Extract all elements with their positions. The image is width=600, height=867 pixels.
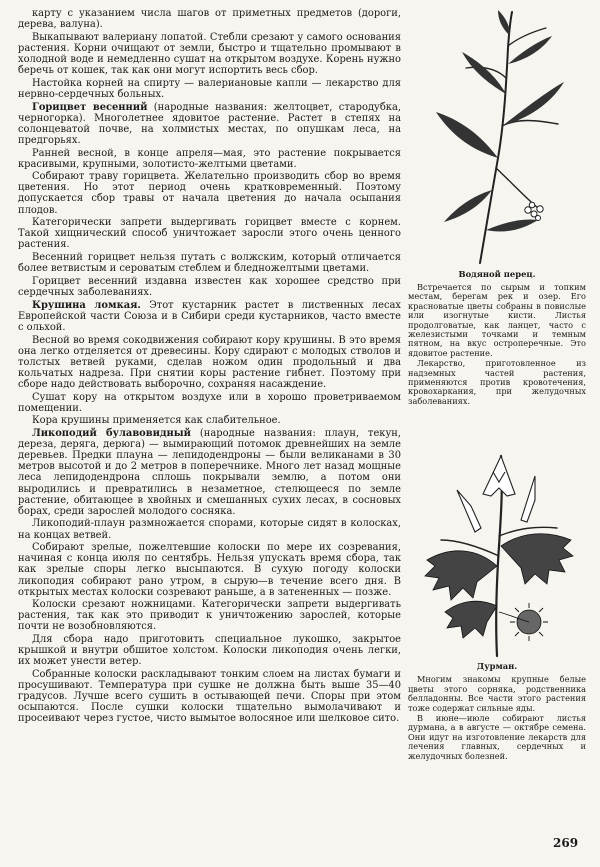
paragraph: Кора крушины применяется как слабительное. [32,415,281,427]
paragraph-text: (народные названия: плаун, текун, дереза, деряга, дерюга) — вымирающий потомок древнейших на земле деревьев. Предки плауна — лепидодендроны — были великанами в 30 метров высотой и до 2 метров в поперечнике. Много лет назад мощные леса лепидодендрона сплошь покрывали землю, а потом они выродились и превратились в незаметное, стелющееся по земле растение, обитающее в хвойных и смешанных сухих лесах, в сосновых борах, среди зарослей молодого сосняка. [18,428,401,517]
figure-caption: Дурман. [476,661,518,672]
page-number: 269 [553,836,579,850]
paragraph: Ликоподий-плаун размножается спорами, которые сидят в колосках, на концах ветвей. [18,518,401,541]
description-paragraph: Встречается по сырым и топким местам, берегам рек и озер. Его красноватые цветы собраны в повислые или изогнутые кисти. Листья продолговатые, как ланцет, часто с железистыми точками и темным пятном, на вкус остроперечные. Это ядовитое растение. [408,282,586,358]
figure-caption: Водяной перец. [458,269,536,279]
plant-name: Ликоподий булавовидный [32,428,191,440]
paragraph: Ранней весной, в конце апреля—мая, это растение покрывается красивыми, крупными, золотисто-желтыми цветами. [18,147,401,170]
paragraph: Колоски срезают ножницами. Категорически запрети выдергивать растения, так как это приводит к уничтожению зарослей, которые почти не возобновляются. [18,599,401,633]
sidebar-column [408,8,586,762]
paragraph [18,428,401,517]
paragraph: Собранные колоски раскладывают тонким слоем на листах бумаги и просушивают. Температура при сушке не должна быть выше 35—40 градусов. Лучше всего сушить в остывающей печи. Споры при этом осыпаются. После сушки колоски тщательно вымолачивают и просеивают через густое, чисто вымытое волосяное или шелковое сито. [18,669,401,725]
description-paragraph: Лекарство, приготовленное из надземных частей растения, применяются против кровотечения, кровохаркания, при желудочных заболеваниях. [408,358,586,406]
paragraph-text: (народные названия: желтоцвет, стародубка, черногорка). Многолетнее ядовитое растение. Растет в степях на солонцеватой почве, на холмистых местах, по опушкам леса, на предгорьях. [18,101,401,146]
figure-description [408,675,586,761]
paragraph [18,102,401,146]
paragraph: Горицвет весенний издавна известен как хорошее средство при сердечных заболеваниях. [18,275,401,298]
datura-illustration [417,436,577,658]
main-text-column [18,8,401,726]
description-paragraph: В июне—июле собирают листья дурмана, а в августе — октябре семена. Они идут на изготовление лекарств для лечения главных, сердечных и желудочных болезней. [408,712,586,761]
description-paragraph: Многим знакомы крупные белые цветы этого сорняка, родственника белладонны. Все части этого растения тоже содержат сильные яды. [408,674,586,713]
paragraph: Собирают зрелые, пожелтевшие колоски по мере их созревания, начиная с конца июля по сентябрь. Нельзя упускать время сбора, так как зрелые споры легко высыпаются. В сухую погоду колоски ликоподия собирают рано утром, в сырую—в течение всего дня. В открытых местах колоски созревают раньше, а в затененных — позже. [18,542,401,598]
plant-name: Горицвет весенний [32,101,148,113]
figure-description [408,283,586,406]
paragraph: Категорически запрети выдергивать горицвет вместе с корнем. Такой хищнический способ уничтожает заросли этого очень ценного растения. [18,217,401,251]
paragraph: Весенний горицвет нельзя путать с волжским, который отличается более ветвистым и сероватым стеблем и бледножелтыми цветами. [18,252,401,275]
paragraph: Настойка корней на спирту — валериановые капли — лекарство для нервно-сердечных больных. [18,77,401,100]
paragraph [18,300,401,333]
paragraph: Выкапывают валериану лопатой. Стебли срезают у самого основания растения. Корни очищают от земли, быстро и тщательно промывают в холодной воде и немедленно сушат на открытом воздухе. Корень нужно беречь от кошек, так как они могут испортить весь сбор. [18,31,401,77]
paragraph: Сушат кору на открытом воздухе или в хорошо проветриваемом помещении. [18,391,401,414]
paragraph: Для сбора надо приготовить специальное лукошко, закрытое крышкой и внутри обшитое холстом. Колоски ликоподия очень легки, их может унести ветер. [18,634,401,668]
paragraph-text: Этот кустарник растет в лиственных лесах Европейской части Союза и в Сибири среди кустарников, часто вместе с ольхой. [18,299,401,333]
paragraph: карту с указанием числа шагов от приметных предметов (дороги, дерева, валуна). [18,8,401,31]
plant-name: Крушина ломкая. [32,299,141,311]
paragraph: Весной во время сокодвижения собирают кору крушины. В это время она легко отделяется от древесины. Кору сдирают с молодых стволов и толстых ветвей руками, сделав ножом один продольный и два кольчатых надреза. При снятии коры растение гибнет. Поэтому при сборе надо действовать выборочно, сохраняя насаждение. [18,334,401,390]
paragraph: Собирают траву горицвета. Желательно производить сбор во время цветения. Но этот период очень кратковременный. Поэтому допускается сбор травы от начала цветения до начала осыпания плодов. [18,171,401,216]
water-pepper-illustration [422,8,572,266]
